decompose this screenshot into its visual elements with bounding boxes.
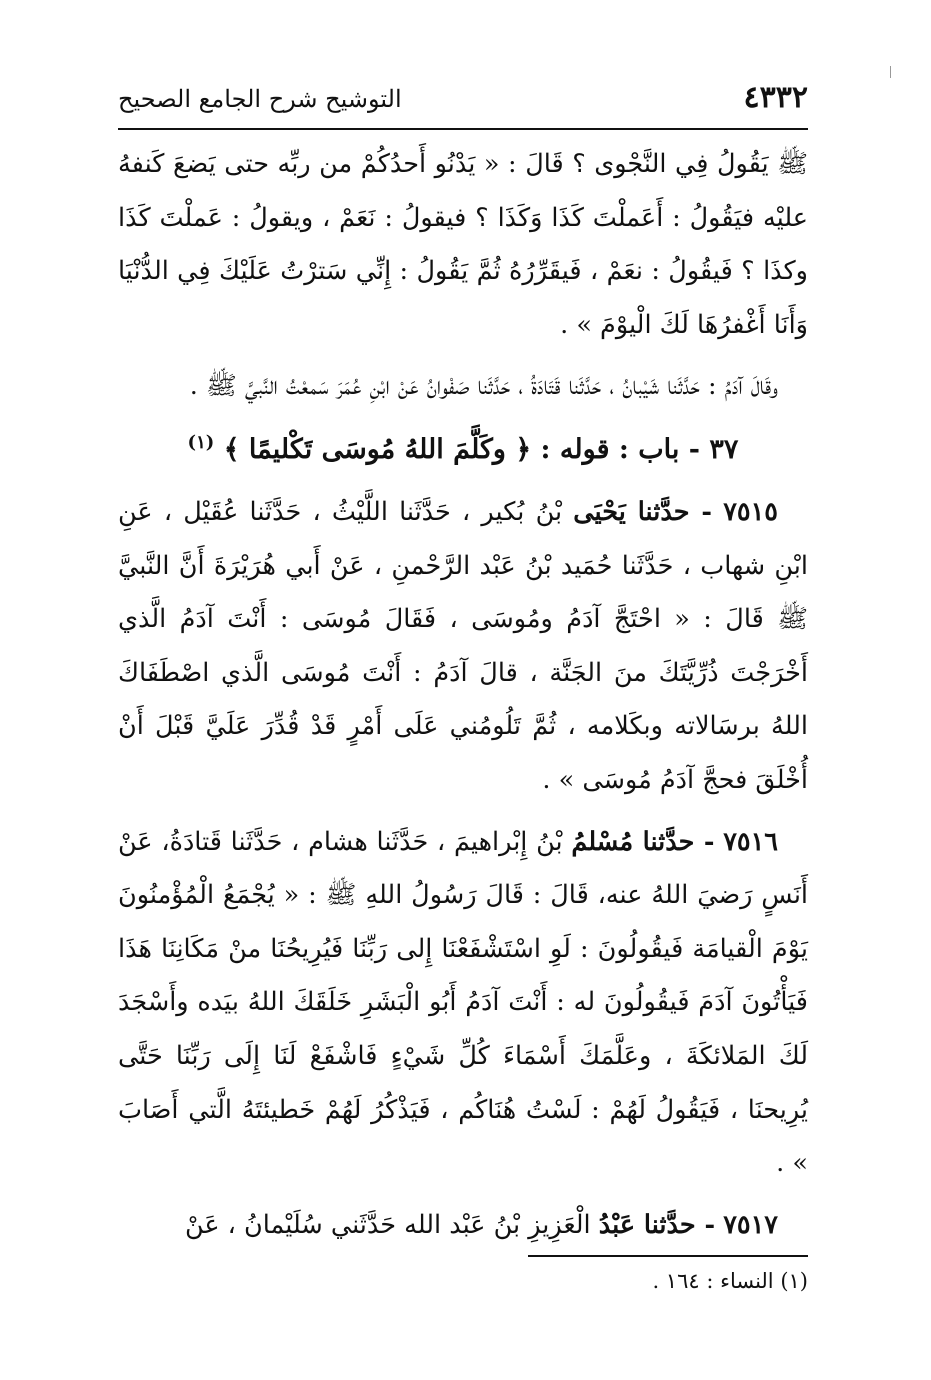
hadith-lead: - حدَّثنا مُسْلمُ (571, 826, 715, 857)
footnote: (١) النساء : ١٦٤ . (652, 1269, 808, 1293)
footnote-reference: (١) (187, 431, 215, 453)
hadith-lead: - حدَّثنا يَحْيَى (573, 496, 713, 527)
running-title: التوشيح شرح الجامع الصحيح (118, 85, 402, 113)
page-number: ٤٣٣٢ (743, 80, 808, 115)
paragraph-isnad: وقَالَ آدَمُ : حَدَّثَنا شَيْبانُ ، حَدَّثَنا قَتَادَةُ ، حَدَّثَنا صَفْوانُ عَنْ ابْنِ عُمَرَ سَمعْتُ النَّبيَّ ﷺ . (189, 371, 778, 402)
hadith-number: ٧٥١٦ (723, 826, 778, 857)
chapter-heading (118, 422, 808, 478)
hadith-7516 (118, 816, 808, 1191)
hadith-lead: - حدَّثنا عَبْدُ (598, 1209, 716, 1240)
footnote-rule (528, 1255, 808, 1257)
hadith-text: الْعَزِيزِ بْنُ عَبْد الله حَدَّثَني سُلَيْمانُ ، عَنْ (184, 1209, 591, 1240)
hadith-text: بْنُ إِبْراهيمَ ، حَدَّثَنا هشام ، حَدَّثَنا قَتادَةُ، عَنْ أَنَسٍ رَضيَ اللهُ عنه، قَالَ : قَالَ رَسُولُ اللهِ ﷺ : « يُجْمَعُ الْمُؤْمنُونَ يَوْمَ الْقيامَة فَيقُولُونَ : لَوِ اسْتَشْفَعْنَا إِلى رَبِّنَا فَيُرِيحُنَا منْ مَكَانِنَا هَذَا فَيَأْتُونَ آدَمَ فَيقُولُونَ له : أَنْتَ آدَمُ أَبُو الْبَشَرِ خَلَقَكَ اللهُ بيَده وأَسْجَدَ لَكَ المَلائكَةَ ، وعَلَّمَكَ أَسْمَاءَ كُلِّ شَيْءٍ فَاشْفَعْ لَنَا إِلَى رَبِّنَا حَتَّى يُرِيحنَا ، فَيَقُولُ لَهُمْ : لَسْتُ هُنَاكُم ، فَيَذْكُرُ لَهُمْ خَطيئتَهُ الَّتي أَصَابَ » . (118, 826, 808, 1179)
page-header (118, 78, 808, 126)
hadith-number: ٧٥١٥ (723, 496, 779, 527)
hadith-text: بْنُ بُكير ، حَدَّثَنا اللَّيْثُ ، حَدَّثَنا عُقَيْل ، عَنِ ابْنِ شهاب ، حَدَّثَنا حُمَيد بْنُ عَبْد الرَّحْمنِ ، عَنْ أَبي هُرَيْرَةَ أَنَّ النَّبيَّ ﷺ قَالَ : « احْتَجَّ آدَمُ ومُوسَى ، فَقَالَ مُوسَى : أَنْتَ آدَمُ الَّذي أَخْرَجْتَ ذُرِّيَّتَكَ منَ الجَنَّة ، قالَ آدَمُ : أَنْتَ مُوسَى الَّذي اصْطَفَاكَ اللهُ برسَالاته وبكَلامه ، ثُمَّ تَلُومُني عَلَى أَمْرٍ قَدْ قُدِّرَ عَلَيَّ قَبْلَ أَنْ أُخْلَقَ فحجَّ آدَمُ مُوسَى » . (118, 496, 808, 795)
body-text (118, 138, 808, 1252)
margin-mark (890, 66, 891, 78)
hadith-number: ٧٥١٧ (723, 1209, 778, 1240)
hadith-7515 (118, 486, 808, 808)
chapter-heading-text: ٣٧ - باب : قوله : ﴿ وكَلَّمَ اللهُ مُوسَى تَكْليمًا ﴾ (223, 433, 739, 465)
paragraph-continuation: ﷺ يَقُولُ فِي النَّجْوى ؟ قَالَ : « يَدْنُو أَحدُكُمْ من ربِّه حتى يَضعَ كَنفهُ عليْه فيَقُولُ : أَعَملْتَ كَذَا وَكَذَا ؟ فيقولُ : نَعَمْ ، ويقولُ : عَملْتَ كَذَا وكذَا ؟ فَيقُولُ : نعَمْ ، فَيقَرِّرُهُ ثُمَّ يَقُولُ : إِنِّي سَترْتُ عَلَيْكَ فِي الدُّنْيَا وَأَنَا أَغْفرُهَا لَكَ الْيوْمَ » . (118, 149, 808, 340)
header-rule (118, 128, 808, 130)
hadith-7517 (118, 1199, 808, 1253)
